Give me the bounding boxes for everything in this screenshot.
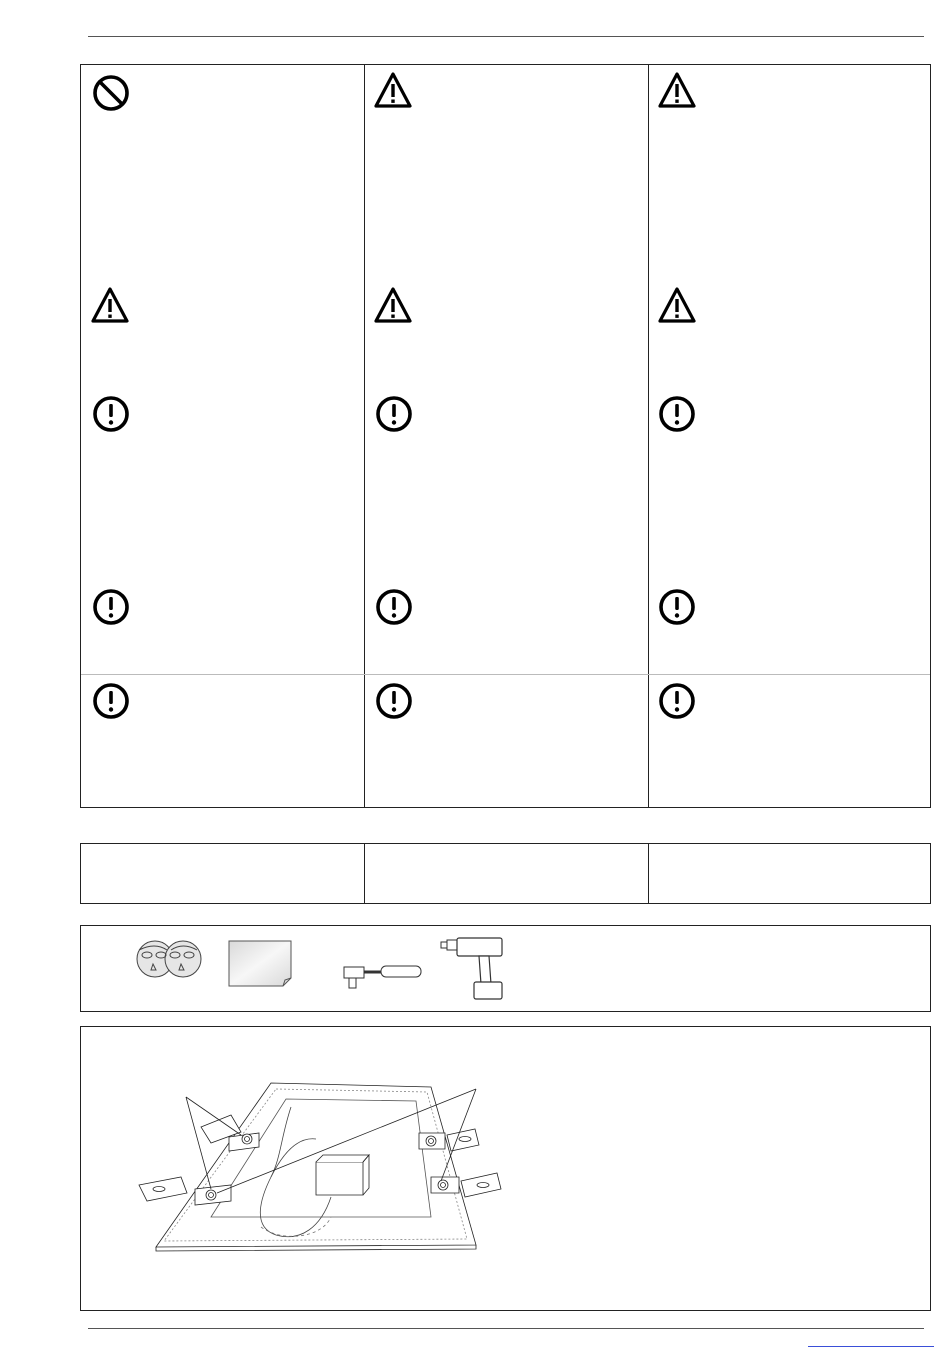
- prohibition-icon: [91, 73, 131, 113]
- footer-link-underline[interactable]: [808, 1346, 934, 1347]
- warning-triangle-icon: [373, 286, 413, 326]
- mandatory-exclamation-icon: [91, 681, 131, 721]
- power-drill-icon: [441, 938, 502, 999]
- header-rule: [88, 36, 924, 37]
- safety-notices-table: [80, 64, 931, 808]
- footer-rule: [88, 1328, 924, 1329]
- column-divider: [648, 844, 649, 903]
- mandatory-exclamation-icon: [657, 587, 697, 627]
- column-divider: [648, 65, 649, 807]
- mounting-brackets-diagram: [131, 1077, 511, 1262]
- warning-triangle-icon: [90, 286, 130, 326]
- mandatory-exclamation-icon: [91, 394, 131, 434]
- mandatory-exclamation-icon: [91, 587, 131, 627]
- installation-figure-box: [80, 1026, 931, 1311]
- warning-triangle-icon: [373, 71, 413, 111]
- mandatory-exclamation-icon: [374, 394, 414, 434]
- row-divider: [81, 674, 930, 675]
- mandatory-exclamation-icon: [657, 394, 697, 434]
- mandatory-exclamation-icon: [657, 681, 697, 721]
- screwdriver-icon: [344, 966, 421, 988]
- warning-triangle-icon: [657, 286, 697, 326]
- column-divider: [364, 844, 365, 903]
- warning-triangle-icon: [657, 71, 697, 111]
- column-divider: [364, 65, 365, 807]
- info-strip-table: [80, 843, 931, 904]
- tools-illustration: [131, 934, 511, 1004]
- mandatory-exclamation-icon: [374, 587, 414, 627]
- tools-box: [80, 925, 931, 1012]
- safety-goggles-icon: [137, 941, 201, 977]
- mandatory-exclamation-icon: [374, 681, 414, 721]
- cloth-sheet-icon: [229, 941, 291, 986]
